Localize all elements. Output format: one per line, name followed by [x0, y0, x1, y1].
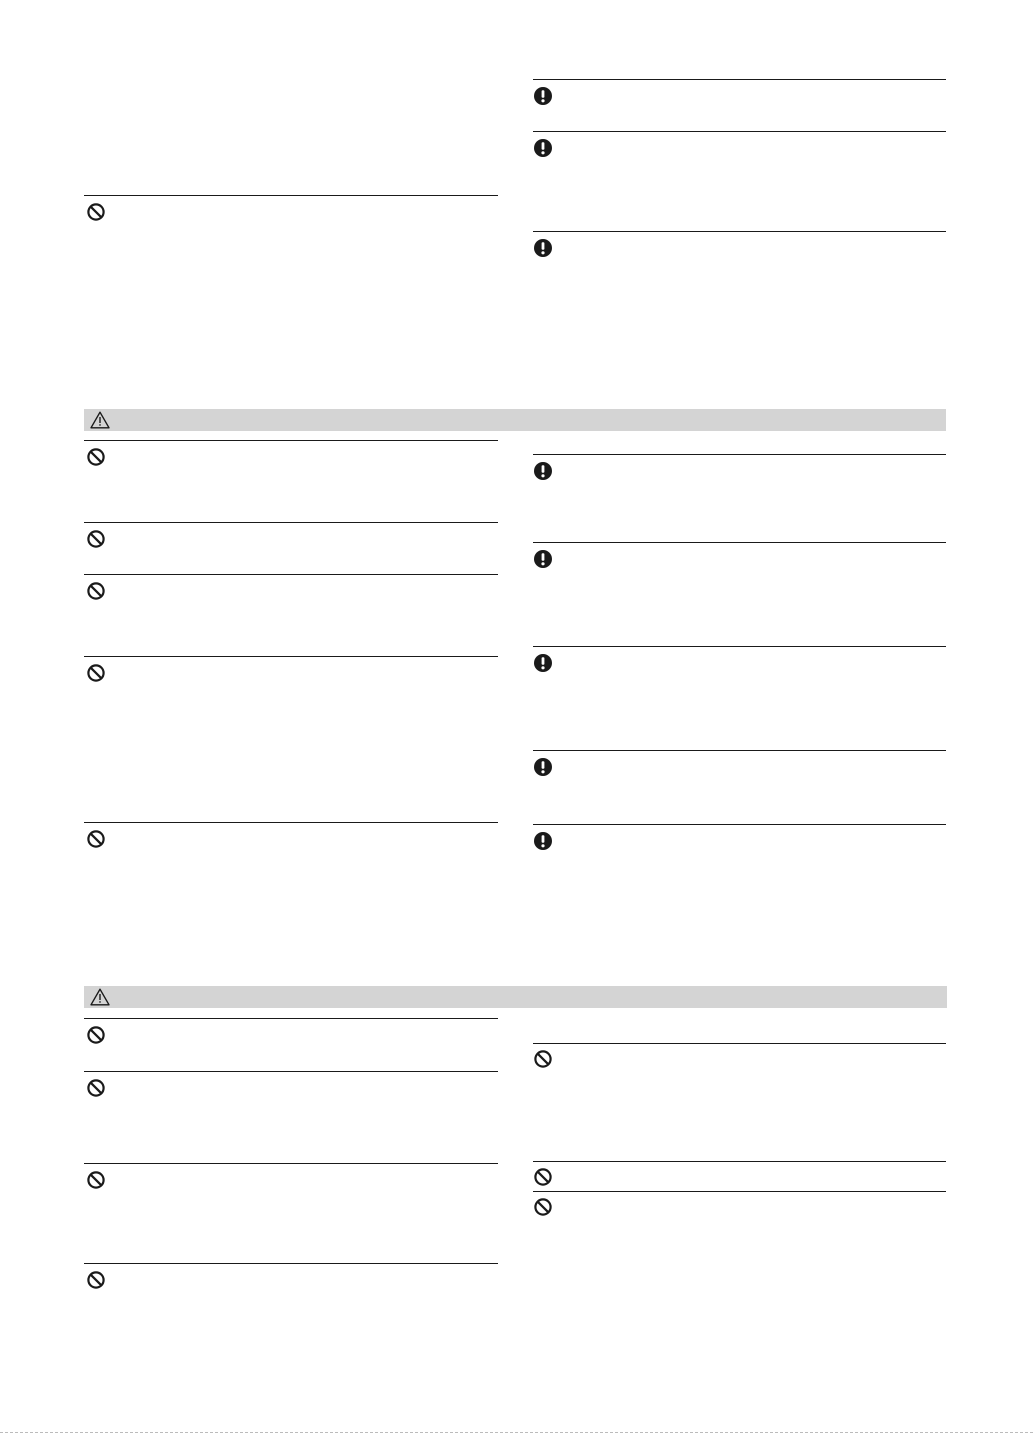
prohibition-icon — [86, 529, 106, 549]
prohibition-icon — [86, 1025, 106, 1045]
divider-rule — [533, 1043, 946, 1044]
prohibition-icon — [86, 1078, 106, 1098]
divider-rule — [84, 1163, 498, 1164]
divider-rule — [533, 79, 946, 80]
divider-rule — [533, 131, 946, 132]
prohibition-icon — [533, 1049, 553, 1069]
divider-rule — [84, 1263, 498, 1264]
divider-rule — [84, 1071, 498, 1072]
divider-rule — [533, 542, 946, 543]
mandatory-action-icon — [533, 86, 553, 106]
warning-banner — [84, 986, 947, 1008]
mandatory-action-icon — [533, 757, 553, 777]
mandatory-action-icon — [533, 549, 553, 569]
mandatory-action-icon — [533, 238, 553, 258]
prohibition-icon — [533, 1167, 553, 1187]
divider-rule — [84, 1018, 498, 1019]
divider-rule — [533, 824, 946, 825]
divider-rule — [84, 522, 498, 523]
mandatory-action-icon — [533, 653, 553, 673]
mandatory-action-icon — [533, 831, 553, 851]
prohibition-icon — [86, 202, 106, 222]
divider-rule — [84, 574, 498, 575]
divider-rule — [533, 646, 946, 647]
divider-rule — [533, 750, 946, 751]
warning-banner — [84, 409, 946, 431]
prohibition-icon — [86, 829, 106, 849]
prohibition-icon — [533, 1197, 553, 1217]
divider-rule — [533, 231, 946, 232]
warning-triangle-icon — [90, 411, 110, 429]
divider-rule — [533, 1161, 946, 1162]
page-edge — [0, 1432, 1033, 1433]
warning-triangle-icon — [90, 988, 110, 1006]
divider-rule — [84, 822, 498, 823]
mandatory-action-icon — [533, 138, 553, 158]
prohibition-icon — [86, 663, 106, 683]
divider-rule — [84, 656, 498, 657]
mandatory-action-icon — [533, 461, 553, 481]
divider-rule — [533, 454, 946, 455]
prohibition-icon — [86, 581, 106, 601]
prohibition-icon — [86, 447, 106, 467]
prohibition-icon — [86, 1170, 106, 1190]
divider-rule — [84, 440, 498, 441]
divider-rule — [84, 195, 498, 196]
prohibition-icon — [86, 1270, 106, 1290]
divider-rule — [533, 1191, 946, 1192]
